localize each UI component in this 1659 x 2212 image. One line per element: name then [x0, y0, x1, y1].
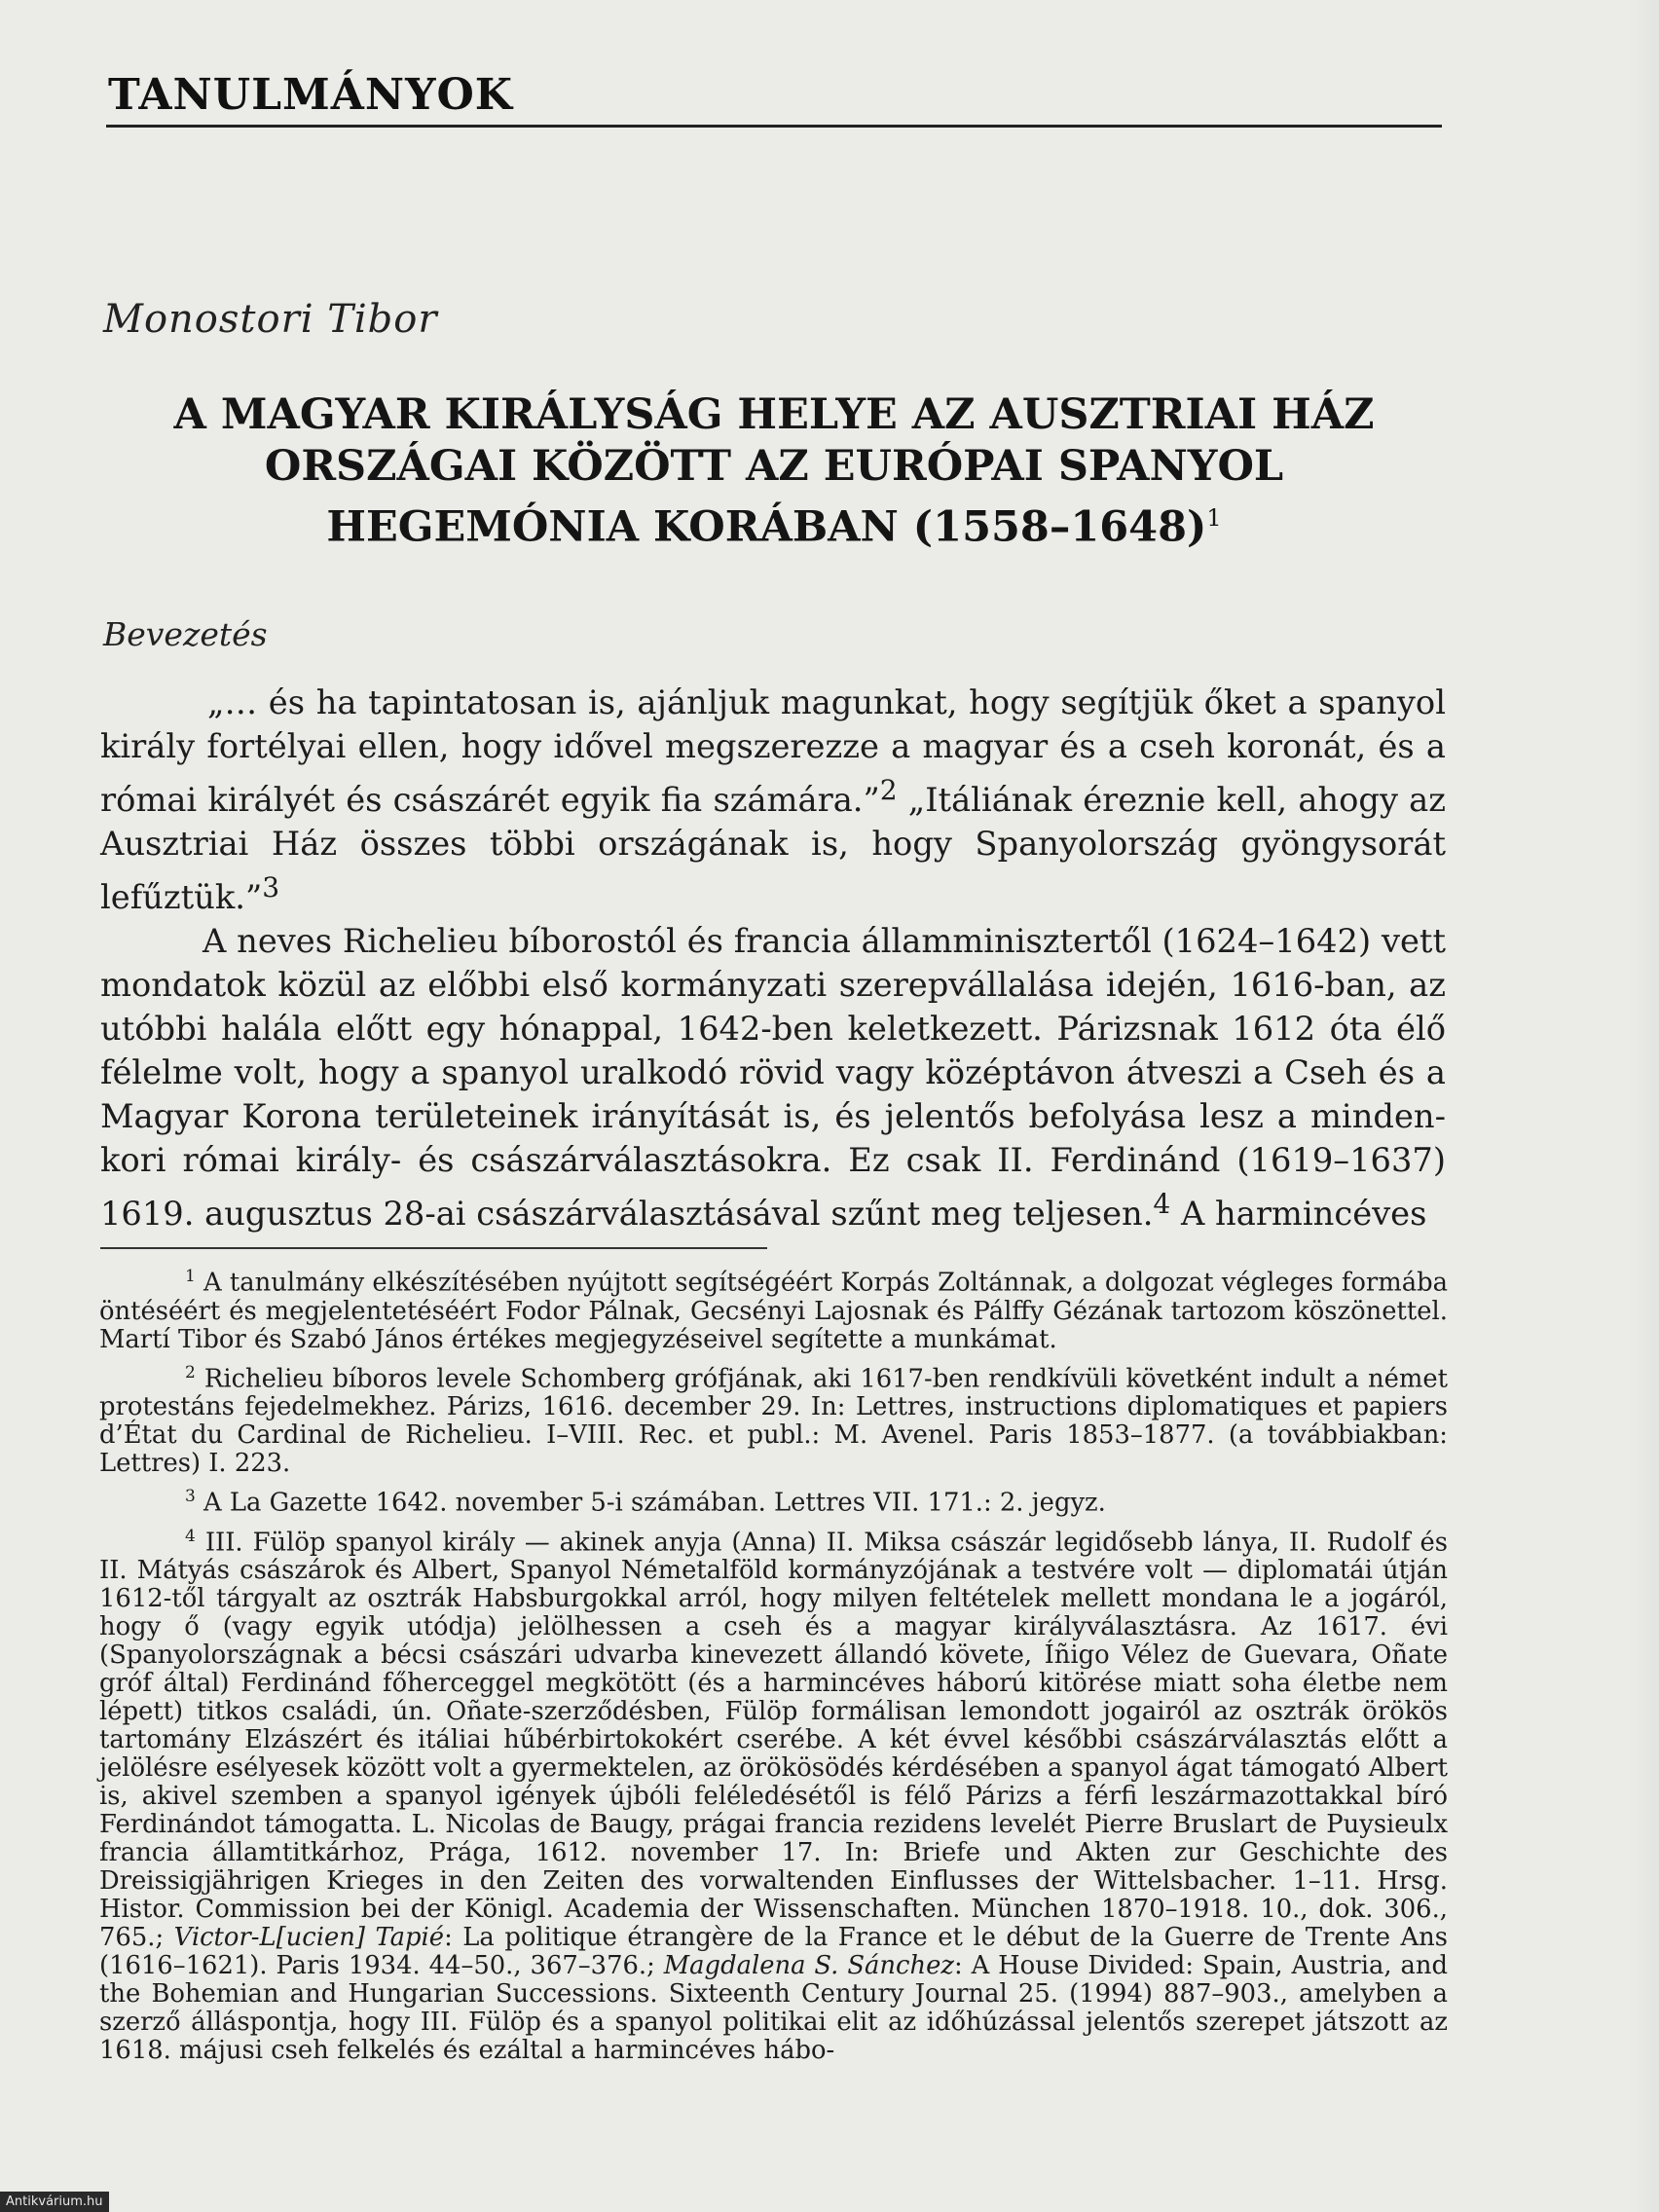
footnote-number: 1: [185, 1267, 196, 1286]
page-edge-shadow: [1630, 0, 1659, 2212]
cited-author: Victor-L[ucien] Tapié: [173, 1923, 445, 1953]
footnote: $^2$ Richelieu bíboros levele Schomberg grófjának, aki 1617-ben rendkívüli követként indult a német protestáns fejedelmekhez. Párizs, 1616. december 29. In: Lettres, instructions diplomatiques et papiers d’État du Cardinal de Richelieu. I–VIII. Rec. et publ.: M. Avenel. Paris 1853–1877. (a továbbiakban: Lettres) I. 223.: [99, 1362, 1449, 1479]
author-name: Monostori Tibor: [103, 297, 438, 342]
title-line: HEGEMÓNIA KORÁBAN (1558–1648)$^1$: [326, 502, 1222, 552]
footnote-separator: [100, 1247, 767, 1249]
footnote: $^3$ A La Gazette 1642. november 5-i számában. Lettres VII. 171.: 2. jegyz.: [185, 1487, 1106, 1518]
paragraph: „… és ha tapintatosan is, ajánljuk magunkat, hogy segítjük őket a spanyol király fortélyai ellen, hogy idővel megszerezze a magyar és a cseh koronát, és a római királyét és császárét egyik fia számára.”$^2$ „Itáliának éreznie kell, ahogy az Ausztriai Ház összes többi országának is, hogy Spanyolország gyöngysorát lefűztük.”$^3$: [100, 683, 1446, 917]
paragraph: A neves Richelieu bíborostól és francia államminisztertől (1624–1642) vett mondatok közül az előbbi első kormányzati szerepvállalása idején, 1616-ban, az utóbbi halála előtt egy hónappal, 1642-ben keletkezett. Párizsnak 1612 óta élő félelme volt, hogy a spanyol uralkodó rövid vagy középtávon átveszi a Cseh és a Magyar Korona területeinek irányítását is, és jelentős befolyása lesz a mindenkori római király- és császárválasztásokra. Ez csak II. Ferdinánd (1619–1637) 1619. augusztus 28-ai császárválasztásával szűnt meg teljesen.$^4$ A harmincéves: [100, 922, 1446, 1234]
cited-author: Magdalena S. Sánchez: [663, 1951, 954, 1981]
footnotes: [99, 1263, 1448, 2070]
footnote: $^4$ III. Fülöp spanyol király — akinek anyja (Anna) II. Miksa császár legidősebb lánya, II. Rudolf és II. Mátyás császárok és Albert, Spanyol Németalföld kormányzójának a testvére volt — diplomatái útján 1612-től tárgyalt az osztrák Habsburgokkal arról, hogy milyen feltételek mellett mondana le a jogáról, hogy ő (vagy egyik utódja) jelölhessen a cseh és a magyar királyválasztásra. Az 1617. évi (Spanyolországnak a bécsi császári udvarba kinevezett állandó követe, Íñigo Vélez de Guevara, Oñate gróf által) Ferdinánd főherceggel megkötött (és a harmincéves háború kitörése miatt soha életbe nem lépett) titkos családi, ún. Oñate-szerződésben, Fülöp formálisan lemondott jogairól az osztrák örökös tartomány Elzászért és itáliai hűbérbirtokokért cserébe. A két évvel későbbi császárválasztás előtt a jelölésre esélyesek között volt a gyermektelen, az örökösödés kérdésében a spanyol ágat támogató Albert is, akivel szemben a spanyol igények újbóli feléledésétől is félő Párizs a férfi leszármazottakkal bíró Ferdinándot támogatta. L. Nicolas de Baugy, prágai francia rezidens levelét Pierre Bruslart de Puysieulx francia államtitkárhoz, Prága, 1612. november 17. In: Briefe und Akten zur Geschichte des Dreissigjährigen Krieges in den Zeiten des vorwaltenden Einflusses der Wittelsbacher. 1–11. Hrsg. Histor. Commission bei der Königl. Academia der Wissenschaften. München 1870–1918. 10., dok. 306., 765.; Victor-L[ucien] Tapié: La politique étrangère de la France et le début de la Guerre de Trente Ans (1616–1621). Paris 1934. 44–50., 367–376.; Magdalena S. Sánchez: A House Divided: Spain, Austria, and the Bohemian and Hungarian Successions. Sixteenth Century Journal 25. (1994) 887–903., amelyben a szerző álláspontja, hogy III. Fülöp és a spanyol politikai elit az időhúzással jelentős szerepet játszott az 1618. májusi cseh felkelés és ezáltal a harmincéves hábo-: [99, 1526, 1449, 2066]
watermark: Antikvárium.hu: [0, 2192, 109, 2212]
footnote-number: 3: [185, 1487, 196, 1507]
footnote-ref[interactable]: 3: [262, 871, 280, 904]
footnote-ref[interactable]: 2: [879, 774, 898, 806]
title-line: ORSZÁGAI KÖZÖTT AZ EURÓPAI SPANYOL: [264, 442, 1284, 491]
section-label: TANULMÁNYOK: [108, 70, 514, 120]
body-text: [100, 681, 1446, 1236]
footnote-number: 4: [185, 1526, 196, 1546]
footnote: $^1$ A tanulmány elkészítésében nyújtott segítségéért Korpás Zoltánnak, a dolgozat végleges formába öntéséért és megjelentetéséért Fodor Pálnak, Gecsényi Lajosnak és Pálffy Gézának tartozom köszönettel. Martí Tibor és Szabó János értékes megjegyzéseivel segítette a munkámat.: [99, 1267, 1448, 1354]
article-title: [106, 389, 1442, 553]
footnote-number: 2: [185, 1362, 196, 1382]
title-line: A MAGYAR KIRÁLYSÁG HELYE AZ AUSZTRIAI HÁZ: [173, 390, 1375, 439]
footnote-ref[interactable]: 1: [1206, 504, 1222, 532]
footnote-ref[interactable]: 4: [1153, 1188, 1171, 1221]
section-subheading: Bevezetés: [103, 615, 268, 653]
page-header: [106, 66, 1442, 128]
